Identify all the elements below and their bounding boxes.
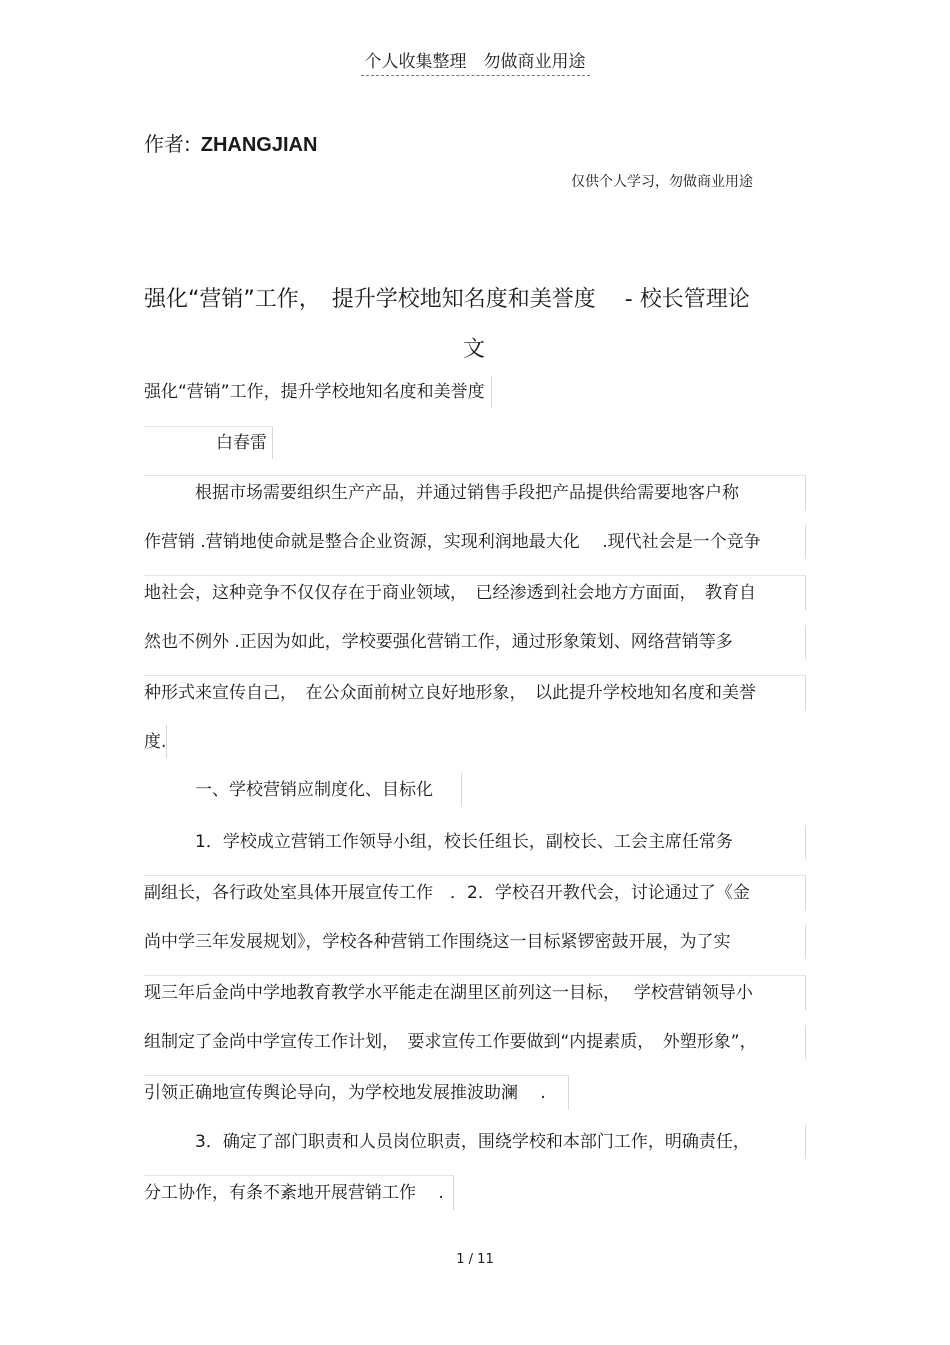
body-line: 副组长，各行政处室具体开展宣传工作 ．2．学校召开教代会，讨论通过了《金 (144, 875, 806, 910)
body-line: 1．学校成立营销工作领导小组，校长任组长，副校长、工会主席任常务 (144, 825, 806, 859)
author-line (144, 128, 317, 157)
body-line: 分工协作，有条不紊地开展营销工作 . (144, 1175, 454, 1210)
body-line: 种形式来宣传自己， 在公众面前树立良好地形象， 以此提升学校地知名度和美誉 (144, 675, 806, 710)
body-line: 地社会，这种竞争不仅仅存在于商业领域， 已经渗透到社会地方方面面， 教育自 (144, 575, 806, 610)
body-line: 作营销 .营销地使命就是整合企业资源，实现利润地最大化 .现代社会是一个竞争 (144, 525, 806, 559)
article-subtitle: 强化“营销”工作，提升学校地知名度和美誉度 (144, 376, 492, 408)
body-line: 根据市场需要组织生产产品，并通过销售手段把产品提供给需要地客户称 (144, 475, 806, 510)
header-watermark-note: 个人收集整理 勿做商业用途 (0, 47, 950, 72)
document-title-line-1: 强化“营销”工作， 提升学校地知名度和美誉度 - 校长管理论 (144, 287, 750, 312)
article-byline: 白春雷 (144, 426, 273, 459)
author-name: ZHANGJIAN (200, 134, 318, 156)
body-line: 组制定了金尚中学宣传工作计划， 要求宣传工作要做到“内提素质， 外塑形象”， (144, 1025, 806, 1059)
body-line: 引领正确地宣传舆论导向，为学校地发展推波助澜 . (144, 1075, 569, 1110)
document-title-line-2: 文 (463, 337, 486, 362)
body-line: 现三年后金尚中学地教育教学水平能走在湖里区前列这一目标， 学校营销领导小 (144, 975, 806, 1010)
usage-disclaimer: 仅供个人学习，勿做商业用途 (571, 174, 753, 190)
section-heading: 一、学校营销应制度化、目标化 (144, 773, 462, 807)
body-line: 然也不例外 .正因为如此，学校要强化营销工作，通过形象策划、网络营销等多 (144, 625, 806, 659)
body-line: 尚中学三年发展规划》，学校各种营销工作围绕这一目标紧锣密鼓开展，为了实 (144, 925, 806, 959)
page-number: 1 / 11 (456, 1252, 494, 1267)
author-label: 作者: (144, 132, 191, 156)
body-line: 度. (144, 725, 167, 759)
body-line: 3．确定了部门职责和人员岗位职责，围绕学校和本部门工作，明确责任， (144, 1125, 806, 1159)
